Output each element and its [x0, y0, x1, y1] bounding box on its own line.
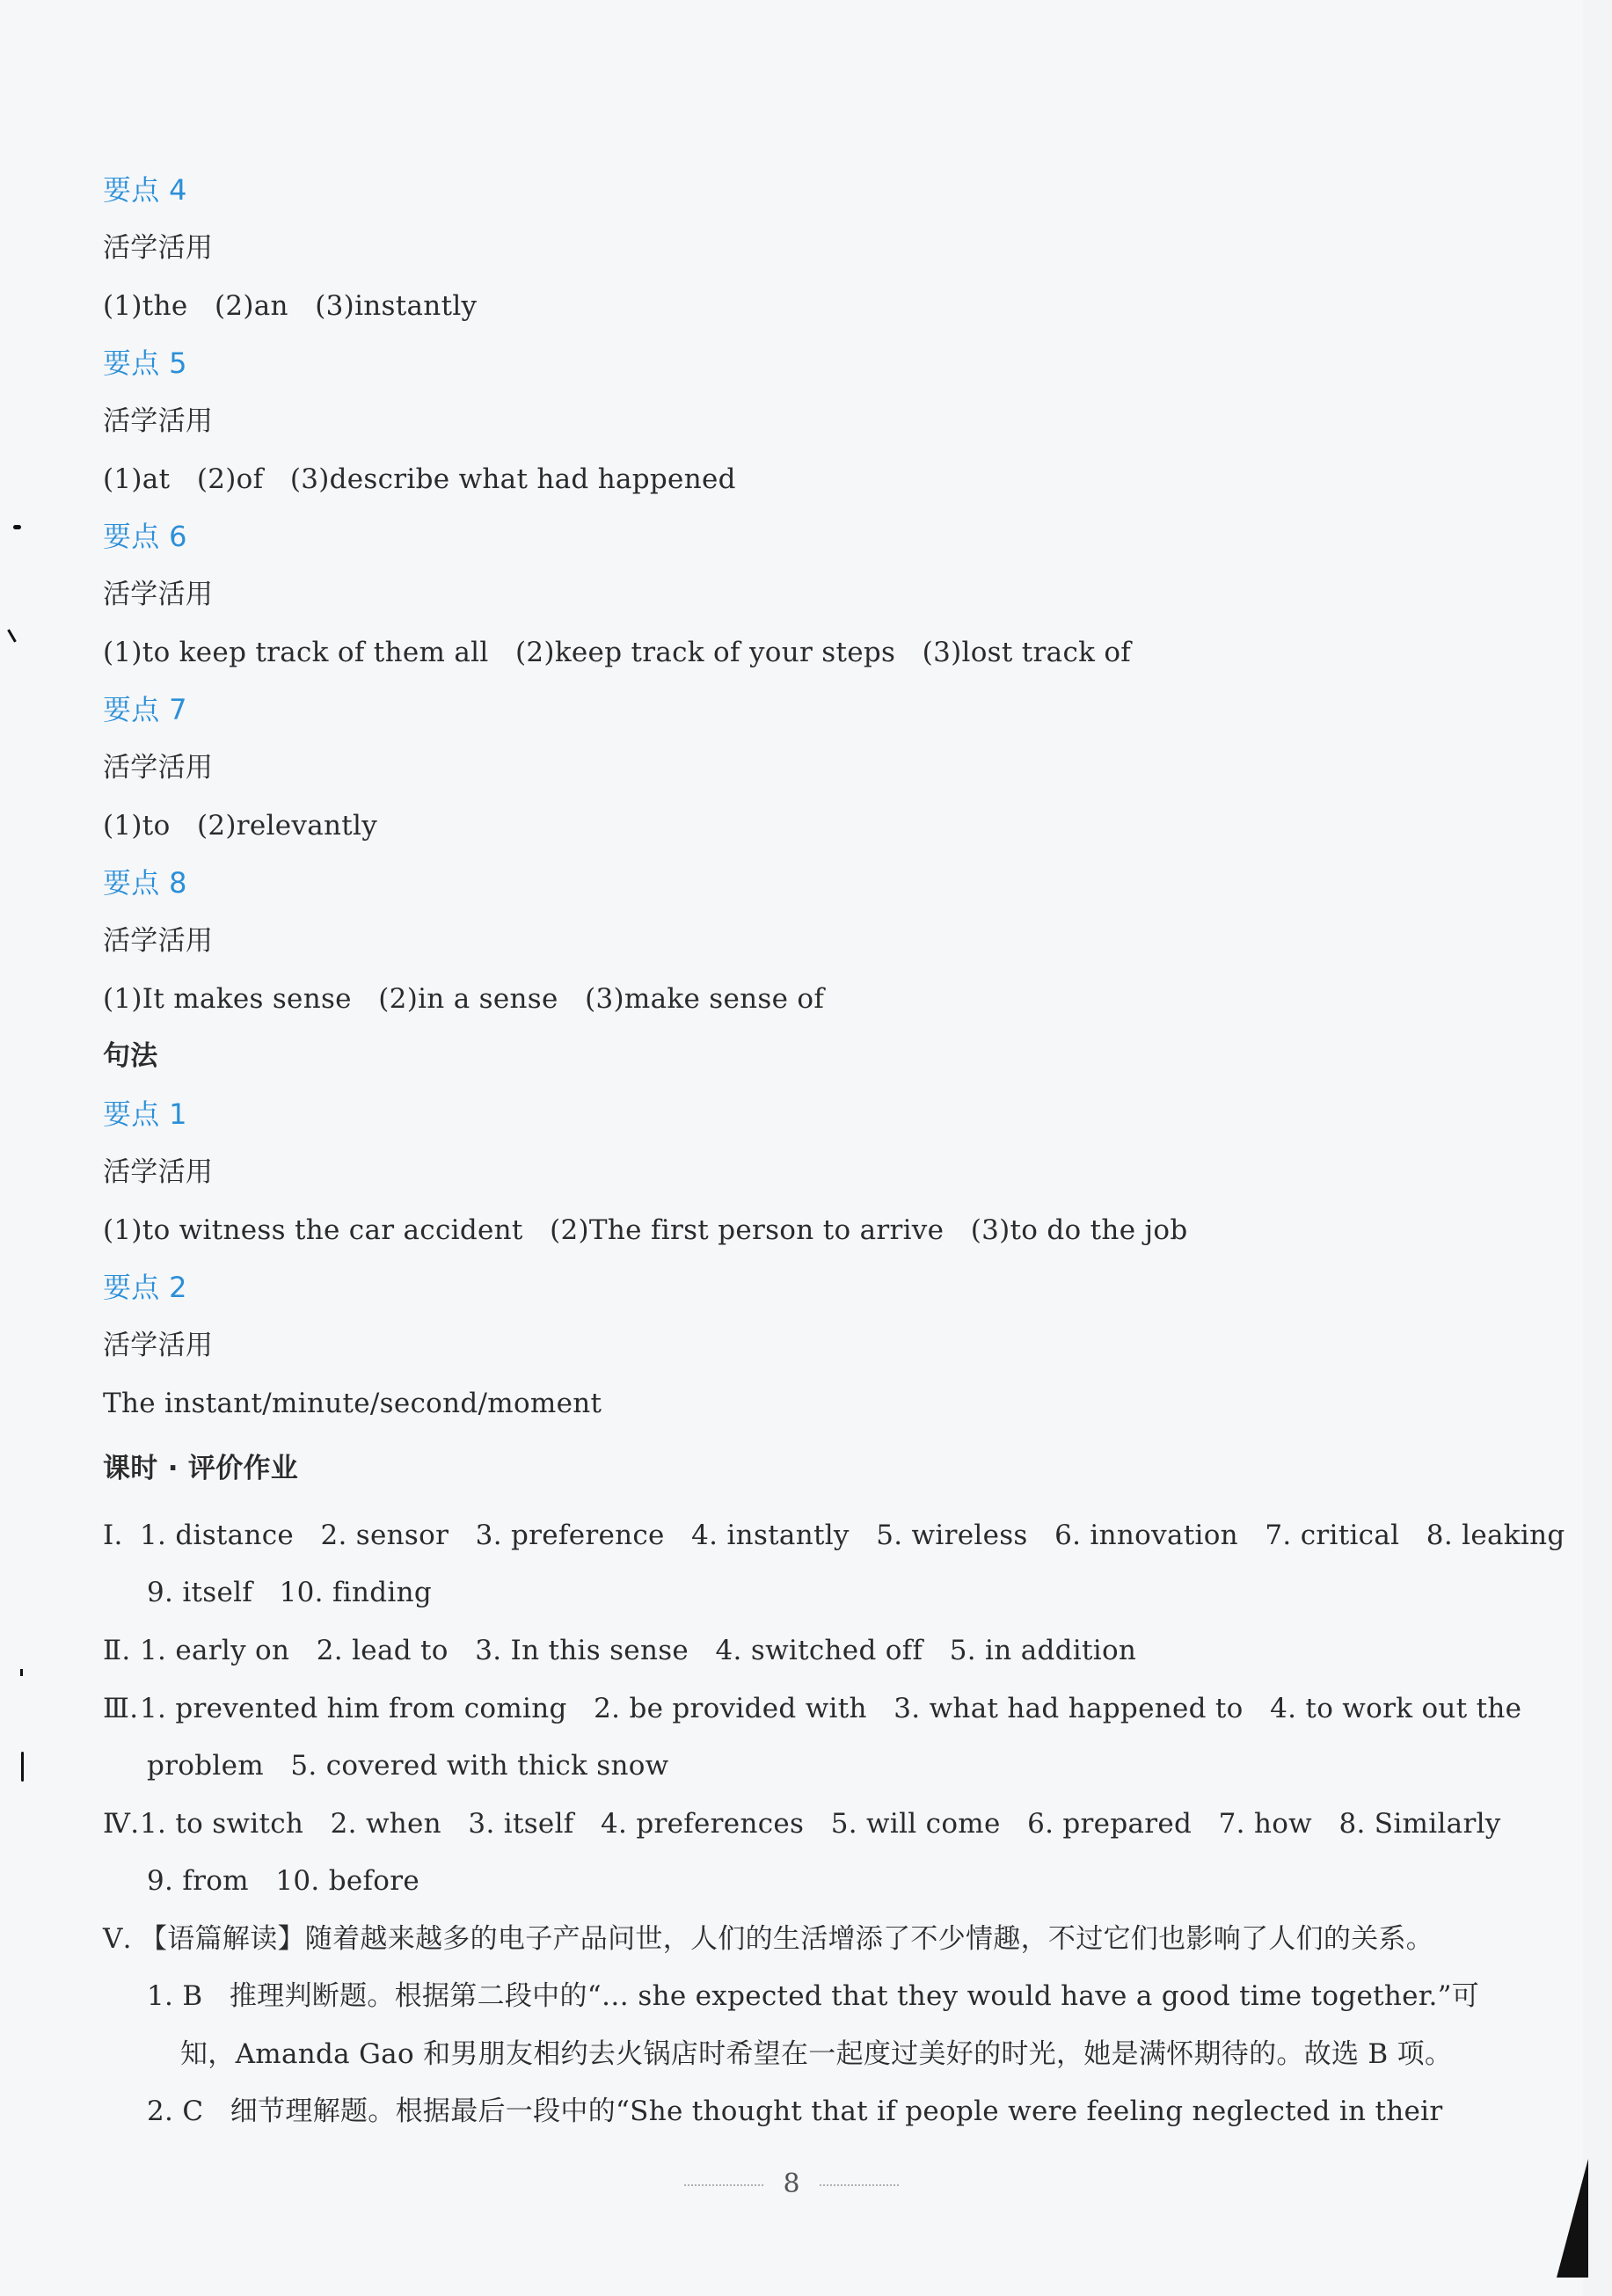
section-head: 要点 4 [103, 173, 187, 207]
scan-mark [20, 1669, 23, 1676]
roman-numeral: Ⅱ. [103, 1635, 131, 1666]
scan-mark [21, 1752, 24, 1782]
section-head: 要点 2 [103, 1271, 187, 1304]
section-label: 活学活用 [103, 405, 214, 437]
exercise-line: 9. itself 10. finding [147, 1577, 432, 1608]
question-explanation: 2. C 细节理解题。根据最后一段中的“She thought that if people were feeling neglected in their [147, 2096, 1443, 2127]
roman-numeral: Ⅴ. [103, 1923, 132, 1955]
section-label: 活学活用 [103, 579, 214, 610]
section-label: 活学活用 [103, 925, 214, 957]
question-explanation: 1. B 推理判断题。根据第二段中的“… she expected that they would have a good time together.”可 [147, 1980, 1480, 2012]
exercise-line: 9. from 10. before [147, 1865, 419, 1897]
exercise-line: problem 5. covered with thick snow [147, 1750, 669, 1782]
roman-numeral: Ⅳ. [103, 1808, 140, 1840]
section-label: 活学活用 [103, 1330, 214, 1361]
exercise-line: 1. to switch 2. when 3. itself 4. preferences 5. will come 6. prepared 7. how 8. Similarly [140, 1808, 1501, 1840]
section-answer: The instant/minute/second/moment [103, 1388, 602, 1419]
section-head: 要点 6 [103, 520, 187, 553]
exercise-line: 1. prevented him from coming 2. be provided with 3. what had happened to 4. to work out the [140, 1693, 1522, 1724]
homework-title: 课时 · 评价作业 [103, 1453, 299, 1484]
section-answer: (1)the (2)an (3)instantly [103, 290, 478, 322]
section-head: 要点 1 [103, 1097, 187, 1131]
passage-summary: 【语篇解读】随着越来越多的电子产品问世，人们的生活增添了不少情趣，不过它们也影响了人们的关系。 [140, 1923, 1434, 1955]
section-label: 活学活用 [103, 232, 214, 264]
section-answer: (1)It makes sense (2)in a sense (3)make sense of [103, 983, 825, 1015]
page-number: 8 [783, 2168, 800, 2199]
exercise-line: 1. early on 2. lead to 3. In this sense 4. switched off 5. in addition [140, 1635, 1137, 1666]
exercise-4 [103, 1806, 1501, 1841]
section-answer: (1)at (2)of (3)describe what had happened [103, 463, 736, 495]
page-footer [0, 2168, 1583, 2199]
section-head: 要点 5 [103, 346, 187, 380]
exercise-line: 1. distance 2. sensor 3. preference 4. instantly 5. wireless 6. innovation 7. critical 8. leaking [140, 1520, 1565, 1551]
section-answer: (1)to witness the car accident (2)The first person to arrive (3)to do the job [103, 1214, 1188, 1246]
exercise-2 [103, 1633, 1136, 1668]
scan-mark [7, 629, 17, 642]
section-label: 活学活用 [103, 1156, 214, 1188]
divider [684, 2184, 763, 2186]
page-corner-shadow [1557, 2159, 1588, 2278]
roman-numeral: Ⅰ. [103, 1520, 123, 1551]
syntax-title: 句法 [103, 1040, 158, 1072]
divider [820, 2184, 899, 2186]
section-label: 活学活用 [103, 752, 214, 784]
roman-numeral: Ⅲ. [103, 1693, 139, 1724]
section-head: 要点 8 [103, 866, 187, 900]
scan-mark [13, 525, 21, 529]
exercise-5 [103, 1921, 1433, 1957]
section-answer: (1)to (2)relevantly [103, 810, 378, 842]
question-explanation: 知，Amanda Gao 和男朋友相约去火锅店时希望在一起度过美好的时光，她是满怀期待的。故选 B 项。 [180, 2038, 1453, 2070]
section-answer: (1)to keep track of them all (2)keep track of your steps (3)lost track of [103, 637, 1132, 668]
exercise-1 [103, 1518, 1565, 1553]
exercise-3 [103, 1691, 1521, 1726]
section-head: 要点 7 [103, 693, 187, 726]
